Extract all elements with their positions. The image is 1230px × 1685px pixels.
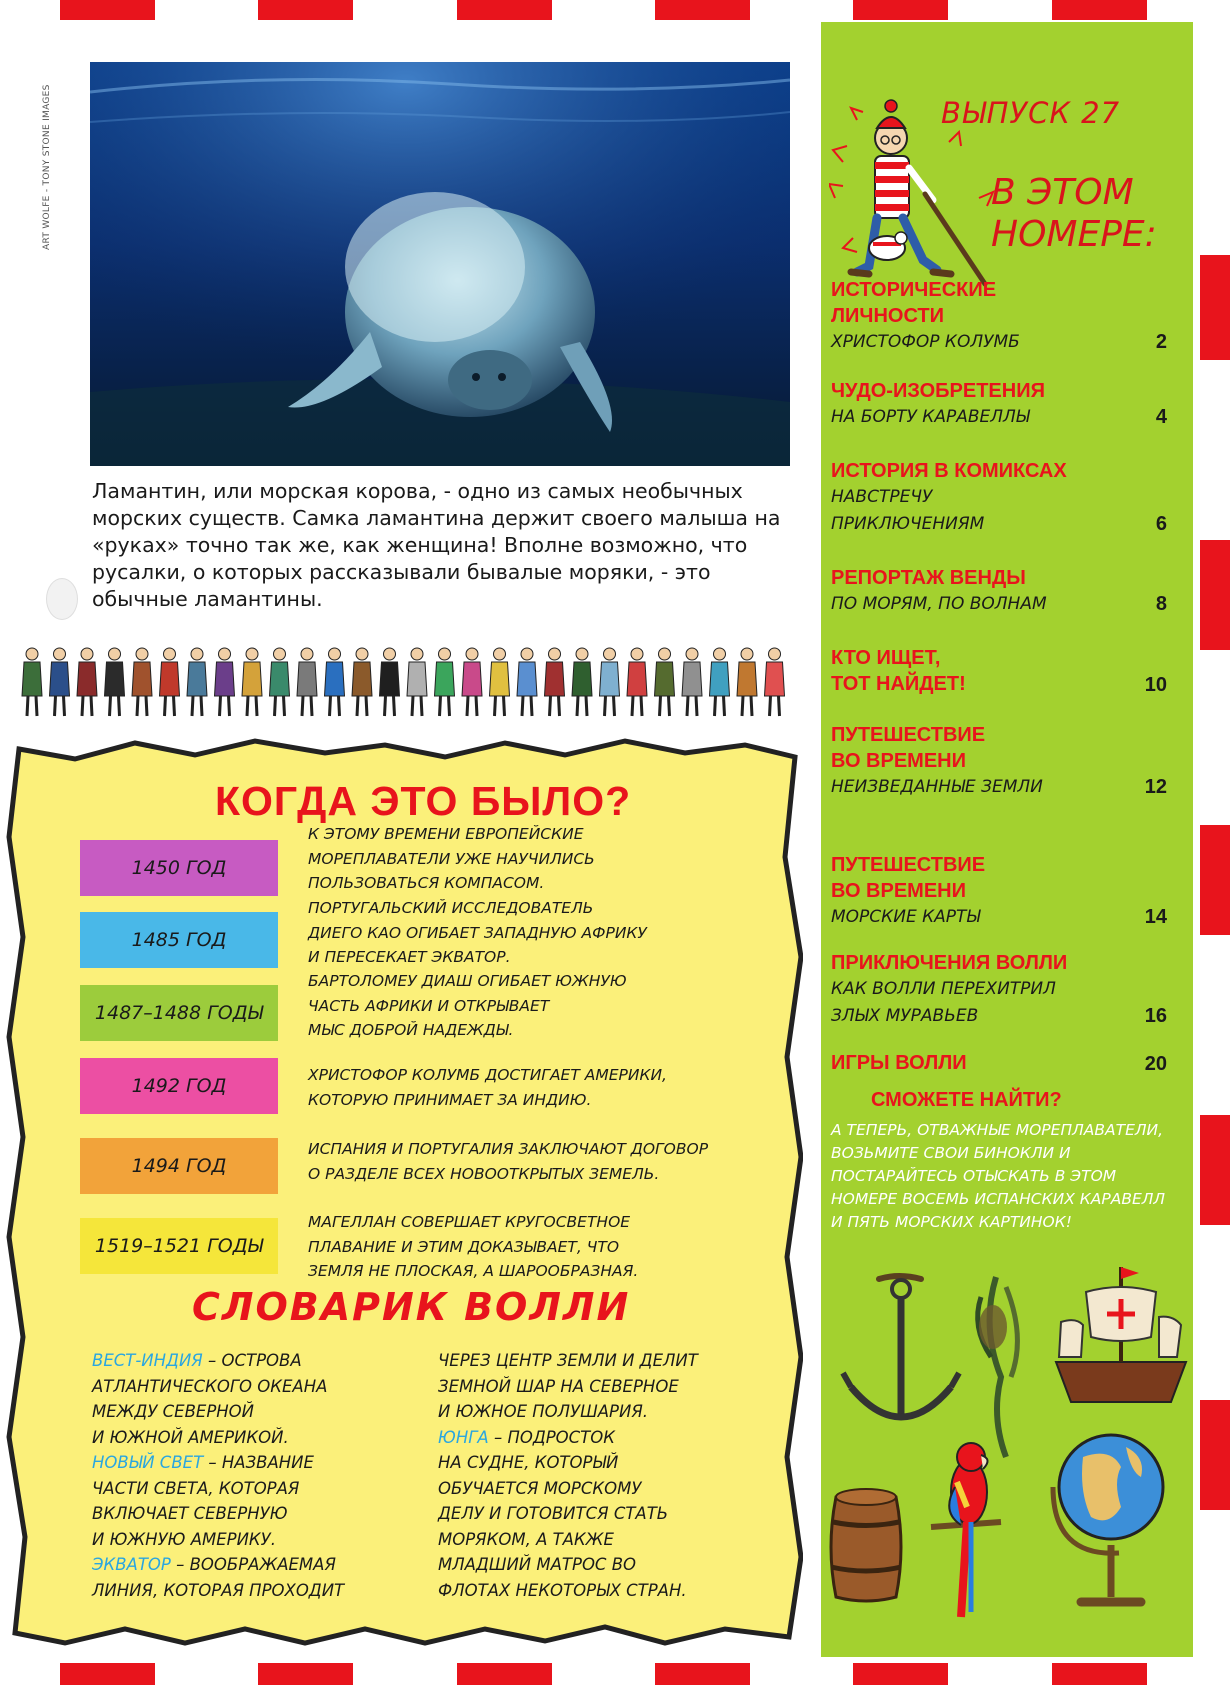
toc-entry[interactable]: ПУТЕШЕСТВИЕ ВО ВРЕМЕНИ НЕИЗВЕДАННЫЕ ЗЕМЛИ 12	[831, 722, 1171, 801]
historical-figure	[325, 648, 345, 716]
dictionary-line	[92, 1348, 412, 1374]
find-text: А ТЕПЕРЬ, ОТВАЖНЫЕ МОРЕПЛАВАТЕЛИ, ВОЗЬМИТЕ СВОИ БИНОКЛИ И ПОСТАРАЙТЕСЬ ОТЫСКАТЬ В ЭТОМ НОМЕРЕ ВОСЕМЬ ИСПАНСКИХ КАРАВЕЛЛ И ПЯТЬ МОРСКИХ КАРТИНОК!	[831, 1121, 1166, 1231]
historical-figure	[187, 648, 207, 716]
toc-entry[interactable]: ИСТОРИЧЕСКИЕ ЛИЧНОСТИ ХРИСТОФОР КОЛУМБ 2	[831, 277, 1171, 356]
dictionary-text: – НАЗВАНИЕ	[203, 1453, 314, 1472]
toc-entry[interactable]: КТО ИЩЕТ, ТОТ НАЙДЕТ! 10	[831, 647, 1167, 696]
historical-figure	[545, 648, 565, 716]
dictionary-line	[92, 1425, 412, 1451]
dictionary-text: МЕЖДУ СЕВЕРНОЙ	[92, 1402, 255, 1421]
dictionary-text: АТЛАНТИЧЕСКОГО ОКЕАНА	[92, 1376, 328, 1396]
historical-figure	[710, 648, 730, 716]
border-stripe	[655, 1663, 750, 1685]
dictionary-text: МЛАДШИЙ МАТРОС ВО	[438, 1555, 637, 1574]
dictionary-title: СЛОВАРИК ВОЛЛИ	[192, 1285, 631, 1329]
dictionary-line	[92, 1476, 412, 1502]
dictionary-text: – ПОДРОСТОК	[488, 1427, 615, 1447]
border-stripe	[1052, 0, 1147, 20]
dictionary-line	[438, 1450, 758, 1476]
dictionary-column	[92, 1348, 412, 1603]
event-text: МАГЕЛЛАН СОВЕРШАЕТ КРУГОСВЕТНОЕ ПЛАВАНИЕ И ЭТИМ ДОКАЗЫВАЕТ, ЧТО ЗЕМЛЯ НЕ ПЛОСКАЯ, А ШАРООБРАЗНАЯ.	[308, 1213, 639, 1280]
page-number: 2	[1155, 331, 1167, 353]
when-title: КОГДА ЭТО БЫЛО?	[215, 778, 632, 824]
dictionary-text: ЗЕМНОЙ ШАР НА СЕВЕРНОЕ	[438, 1376, 679, 1396]
dictionary-term: ЮНГА	[438, 1427, 489, 1447]
dictionary-text: МОРЯКОМ, А ТАКЖЕ	[438, 1529, 614, 1549]
event-text: ХРИСТОФОР КОЛУМБ ДОСТИГАЕТ АМЕРИКИ, КОТОРУЮ ПРИНИМАЕТ ЗА ИНДИЮ.	[308, 1066, 667, 1109]
toc-entry[interactable]: ИСТОРИЯ В КОМИКСАХ НАВСТРЕЧУ ПРИКЛЮЧЕНИЯМ 6	[831, 458, 1171, 538]
parrot-icon	[931, 1443, 1001, 1617]
historical-figure	[627, 648, 647, 716]
border-stripe	[258, 1663, 353, 1685]
border-stripe	[1200, 1115, 1230, 1225]
toc-entry[interactable]: ПУТЕШЕСТВИЕ ВО ВРЕМЕНИ МОРСКИЕ КАРТЫ 14	[831, 852, 1171, 931]
toc-entry[interactable]: ПРИКЛЮЧЕНИЯ ВОЛЛИ КАК ВОЛЛИ ПЕРЕХИТРИЛ ЗЛЫХ МУРАВЬЕВ 16	[831, 950, 1171, 1030]
year-badge: 1519–1521 ГОДЫ	[80, 1218, 278, 1274]
dictionary-text: ЧАСТИ СВЕТА, КОТОРАЯ	[92, 1478, 300, 1498]
toc-entry[interactable]: ИГРЫ ВОЛЛИ 20	[831, 1052, 1167, 1075]
manatee-photo	[90, 62, 790, 466]
border-stripe	[853, 1663, 948, 1685]
seaweed-icon	[978, 1277, 1018, 1457]
photo-credit: ART WOLFE - TONY STONE IMAGES	[42, 84, 52, 250]
dictionary-text: И ЮЖНОЕ ПОЛУШАРИЯ.	[438, 1402, 649, 1421]
event-text: ПОРТУГАЛЬСКИЙ ИССЛЕДОВАТЕЛЬ ДИЕГО КАО ОГИБАЕТ ЗАПАДНУЮ АФРИКУ И ПЕРЕСЕКАЕТ ЭКВАТОР.	[308, 899, 647, 966]
border-stripe	[853, 0, 948, 20]
historical-figure	[462, 648, 482, 716]
dictionary-line	[92, 1399, 412, 1425]
border-stripe	[1200, 825, 1230, 935]
dictionary-text: ЧЕРЕЗ ЦЕНТР ЗЕМЛИ И ДЕЛИТ	[438, 1351, 698, 1370]
year-badge: 1492 ГОД	[80, 1058, 278, 1114]
anchor-icon	[843, 1276, 959, 1417]
dictionary-line	[438, 1348, 758, 1374]
find-heading: СМОЖЕТЕ НАЙТИ?	[871, 1089, 1062, 1111]
year-badge: 1494 ГОД	[80, 1138, 278, 1194]
border-stripe	[1052, 1663, 1147, 1685]
historical-figure	[77, 648, 97, 716]
historical-figure	[160, 648, 180, 716]
dictionary-text: ОБУЧАЕТСЯ МОРСКОМУ	[438, 1478, 642, 1498]
dictionary-text: ВКЛЮЧАЕТ СЕВЕРНУЮ	[92, 1504, 288, 1523]
page-number: 14	[1144, 906, 1167, 928]
globe-icon	[1053, 1435, 1163, 1602]
page-number: 12	[1144, 776, 1167, 798]
dictionary-term: ЭКВАТОР	[92, 1555, 171, 1574]
in-this-issue-heading: В ЭТОМ НОМЕРЕ:	[991, 172, 1157, 255]
page-number: 4	[1155, 406, 1167, 428]
historical-figure	[105, 648, 125, 716]
dictionary-line	[438, 1476, 758, 1502]
dictionary-line	[438, 1552, 758, 1578]
contents-sidebar	[821, 22, 1193, 1657]
historical-figure	[380, 648, 400, 716]
dictionary-line	[92, 1450, 412, 1476]
punch-hole	[46, 578, 78, 620]
historical-figure	[737, 648, 757, 716]
historical-figure	[600, 648, 620, 716]
dictionary-text: ДЕЛУ И ГОТОВИТСЯ СТАТЬ	[438, 1504, 669, 1523]
history-figures-parade	[18, 640, 798, 720]
historical-figure	[407, 648, 427, 716]
barrel-icon	[831, 1489, 901, 1601]
page-number: 20	[1144, 1053, 1167, 1075]
dictionary-text: – ВООБРАЖАЕМАЯ	[170, 1555, 336, 1574]
historical-figure	[765, 648, 785, 716]
historical-figure	[352, 648, 372, 716]
historical-figure	[270, 648, 290, 716]
border-stripe	[1200, 255, 1230, 360]
issue-number: ВЫПУСК 27	[941, 96, 1121, 130]
dictionary-line	[438, 1425, 758, 1451]
event-text: ИСПАНИЯ И ПОРТУГАЛИЯ ЗАКЛЮЧАЮТ ДОГОВОР О РАЗДЕЛЕ ВСЕХ НОВООТКРЫТЫХ ЗЕМЕЛЬ.	[308, 1140, 709, 1183]
dictionary-line	[92, 1501, 412, 1527]
historical-figure	[517, 648, 537, 716]
border-stripe	[457, 1663, 552, 1685]
page-number: 10	[1144, 674, 1167, 696]
border-stripe	[457, 0, 552, 20]
historical-figure	[682, 648, 702, 716]
dictionary-term: ВЕСТ-ИНДИЯ	[92, 1351, 203, 1370]
border-stripe	[60, 1663, 155, 1685]
dictionary-line	[92, 1374, 412, 1400]
dictionary-text: И ЮЖНОЙ АМЕРИКОЙ.	[92, 1427, 289, 1447]
historical-figure	[242, 648, 262, 716]
historical-figure	[132, 648, 152, 716]
historical-figure	[655, 648, 675, 716]
dictionary-line	[92, 1578, 412, 1604]
dictionary-text: ФЛОТАХ НЕКОТОРЫХ СТРАН.	[438, 1580, 687, 1600]
toc-entry[interactable]: ЧУДО-ИЗОБРЕТЕНИЯ НА БОРТУ КАРАВЕЛЛЫ 4	[831, 378, 1171, 431]
border-stripe	[1200, 540, 1230, 650]
year-badge: 1450 ГОД	[80, 840, 278, 896]
historical-figure	[215, 648, 235, 716]
dictionary-line	[92, 1552, 412, 1578]
historical-figure	[435, 648, 455, 716]
toc-entry[interactable]: РЕПОРТАЖ ВЕНДЫ ПО МОРЯМ, ПО ВОЛНАМ 8	[831, 565, 1171, 618]
photo-caption: Ламантин, или морская корова, - одно из самых необычных морских существ. Самка ламантина держит своего малыша на «руках» точно так же, как женщина! Вполне возможно, что русалки, о которых рассказывали бывалые моряки, - это обычные ламантины.	[92, 479, 781, 611]
page-number: 6	[1155, 513, 1167, 535]
dictionary-text: ЛИНИЯ, КОТОРАЯ ПРОХОДИТ	[92, 1580, 345, 1600]
historical-figure	[490, 648, 510, 716]
historical-figure	[50, 648, 70, 716]
dictionary-line	[438, 1578, 758, 1604]
border-stripe	[60, 0, 155, 20]
border-stripe	[1200, 1400, 1230, 1510]
border-stripe	[655, 0, 750, 20]
dictionary-text: – ОСТРОВА	[202, 1351, 302, 1370]
page-number: 16	[1144, 1005, 1167, 1027]
year-badge: 1487–1488 ГОДЫ	[80, 985, 278, 1041]
year-badge: 1485 ГОД	[80, 912, 278, 968]
dictionary-line	[92, 1527, 412, 1553]
dictionary-text: НА СУДНЕ, КОТОРЫЙ	[438, 1453, 619, 1472]
dictionary-text: И ЮЖНУЮ АМЕРИКУ.	[92, 1529, 276, 1549]
event-text: К ЭТОМУ ВРЕМЕНИ ЕВРОПЕЙСКИЕ МОРЕПЛАВАТЕЛИ УЖЕ НАУЧИЛИСЬ ПОЛЬЗОВАТЬСЯ КОМПАСОМ.	[308, 825, 595, 892]
page-number: 8	[1155, 593, 1167, 615]
dictionary-line	[438, 1399, 758, 1425]
dictionary-line	[438, 1374, 758, 1400]
dictionary-line	[438, 1527, 758, 1553]
event-text: БАРТОЛОМЕУ ДИАШ ОГИБАЕТ ЮЖНУЮ ЧАСТЬ АФРИКИ И ОТКРЫВАЕТ МЫС ДОБРОЙ НАДЕЖДЫ.	[308, 972, 627, 1039]
historical-figure	[22, 648, 42, 716]
findable-items	[821, 1267, 1193, 1637]
historical-figure	[572, 648, 592, 716]
dictionary-term: НОВЫЙ СВЕТ	[92, 1453, 204, 1472]
dictionary-line	[438, 1501, 758, 1527]
historical-figure	[297, 648, 317, 716]
caravel-icon	[1056, 1267, 1186, 1402]
dictionary-column	[438, 1348, 758, 1603]
border-stripe	[258, 0, 353, 20]
